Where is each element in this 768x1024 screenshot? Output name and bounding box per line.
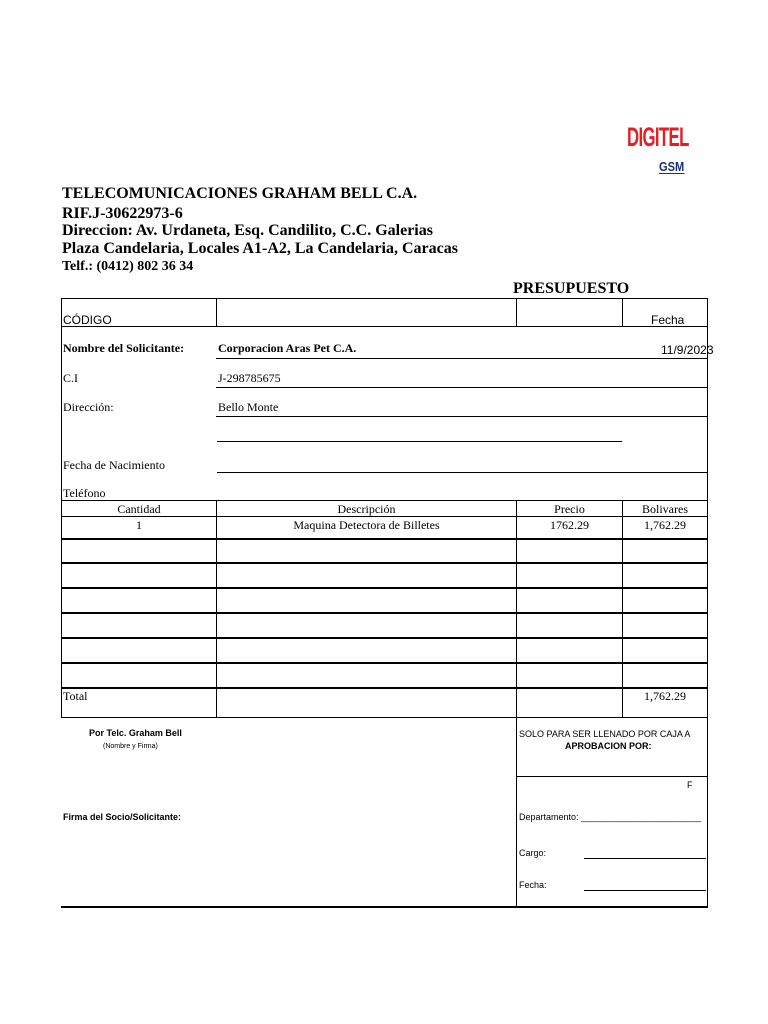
direccion-label: Dirección: [63, 400, 114, 414]
col-header-cantidad: Cantidad [117, 502, 161, 516]
departamento-label: Departamento: ________________________ [519, 812, 702, 822]
company-phone: Telf.: (0412) 802 36 34 [62, 259, 194, 274]
fecha-firma-label: Fecha: [519, 880, 547, 890]
logo-gsm-mark: GSM [659, 159, 685, 174]
nombre-firma-label: (Nombre y Firma) [103, 743, 158, 750]
company-address-2: Plaza Candelaria, Locales A1-A2, La Candelaria, Caracas [62, 240, 458, 257]
logo-wordmark: DIGITEL [627, 122, 689, 152]
ci-label: C.I [63, 371, 78, 385]
col-header-precio: Precio [554, 502, 585, 516]
f-label: F [687, 780, 693, 790]
digitel-logo [627, 122, 693, 180]
total-value: 1,762.29 [644, 689, 686, 703]
caja-label: SOLO PARA SER LLENADO POR CAJA A [519, 729, 691, 739]
cell-bolivares: 1,762.29 [644, 518, 686, 532]
col-header-descripcion: Descripción [337, 502, 396, 516]
aprobacion-label: APROBACION POR: [565, 741, 652, 751]
direccion-value: Bello Monte [218, 400, 279, 414]
cell-descripcion: Maquina Detectora de Billetes [293, 518, 440, 532]
cell-cantidad: 1 [136, 518, 142, 532]
by-graham-bell-label: Por Telc. Graham Bell [89, 728, 182, 738]
fecha-value: 11/9/2023 [661, 343, 714, 357]
document-title: PRESUPUESTO [513, 280, 630, 297]
cell-precio: 1762.29 [550, 518, 589, 532]
company-address-1: Direccion: Av. Urdaneta, Esq. Candilito, C.C. Galerias [62, 222, 433, 239]
cargo-label: Cargo: [519, 848, 547, 858]
solicitante-label: Nombre del Solicitante: [63, 341, 185, 355]
codigo-label: CÓDIGO [63, 313, 112, 327]
telefono-label: Teléfono [63, 486, 106, 500]
solicitante-value: Corporacion Aras Pet C.A. [218, 341, 357, 355]
company-name: TELECOMUNICACIONES GRAHAM BELL C.A. [62, 185, 418, 202]
fecha-label: Fecha [651, 313, 685, 327]
total-label: Total [63, 689, 88, 703]
ci-value: J-298785675 [218, 371, 281, 385]
socio-firma-label: Firma del Socio/Solicitante: [63, 812, 182, 822]
nacimiento-label: Fecha de Nacimiento [63, 458, 165, 472]
company-rif: RIF.J-30622973-6 [62, 205, 183, 222]
col-header-bolivares: Bolivares [642, 502, 688, 516]
